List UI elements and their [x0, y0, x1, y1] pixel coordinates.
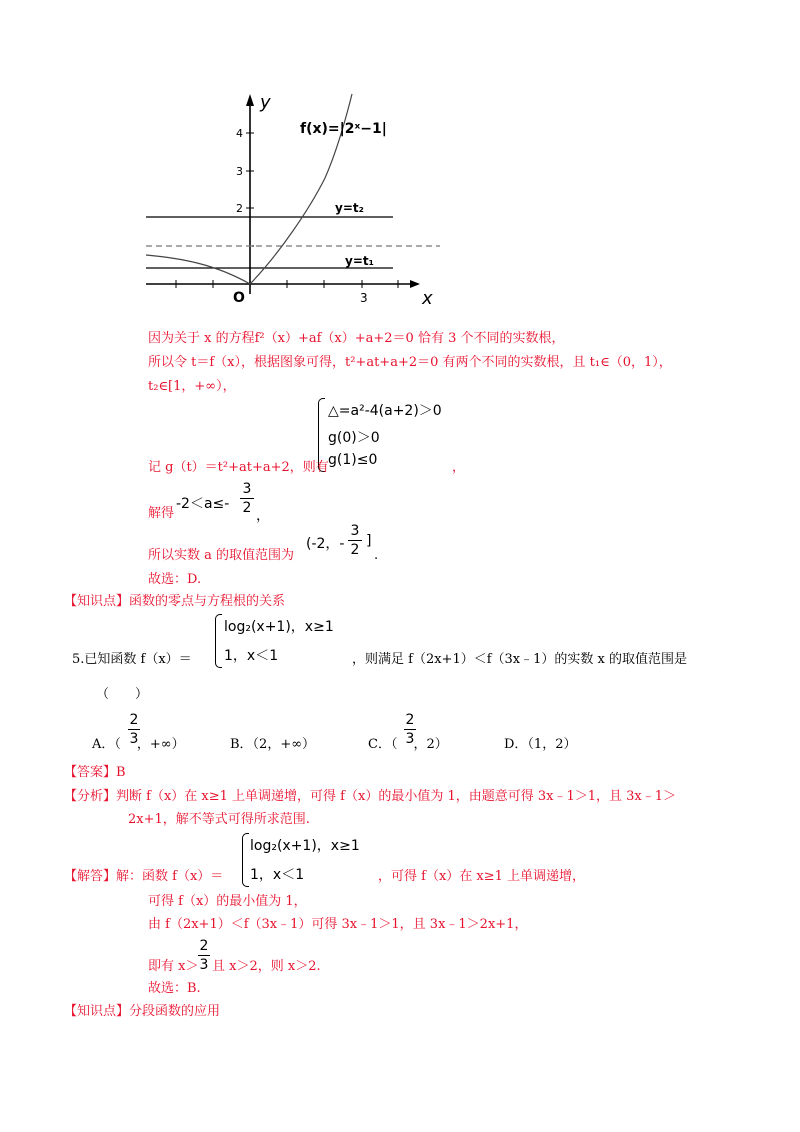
ana5-line1: [64, 788, 676, 806]
sol5-line2: 可得 f（x）的最小值为 1，: [148, 894, 307, 909]
kp4-text: 函数的零点与方程根的关系: [129, 594, 286, 609]
sol4-choose: 故选：D.: [148, 572, 202, 587]
sol5-line4-pre: 即有 x＞: [148, 959, 199, 974]
q5-option-b[interactable]: B．（2，+∞）: [230, 737, 316, 752]
sol5-line1: [64, 868, 223, 886]
sol4-line1: 因为关于 x 的方程f²（x）+af（x）+a+2＝0 恰有 3 个不同的实数根，: [148, 331, 565, 346]
q5-option-c-label: C．（: [368, 737, 398, 752]
sol4-sys1: △=a²-4(a+2)＞0: [328, 403, 442, 419]
sol5-line4-post: 且 x＞2，则 x＞2.: [212, 959, 321, 974]
sol5-frac-den: 3: [199, 957, 209, 973]
sol5-case1: log₂(x+1)，x≥1: [250, 838, 360, 854]
sol5-piecewise-brace: [242, 833, 249, 887]
sol4-sys2: g(0)＞0: [328, 430, 380, 446]
sol4-system-comma: ，: [452, 460, 466, 475]
function-graph: [140, 88, 450, 310]
x-axis-arrow: [410, 280, 420, 288]
q5-option-c-fraction: [404, 712, 416, 747]
sol4-sys3: g(1)≤0: [328, 452, 378, 468]
line-t1-label: y=t₁: [345, 254, 374, 268]
q5-option-a-den: 3: [129, 731, 139, 747]
sol5-frac-num: 2: [199, 938, 209, 954]
ans5-text: B: [116, 765, 126, 780]
sol5-fraction: [198, 938, 210, 973]
sol5-tag: 【解答】: [64, 869, 117, 884]
kp4: [64, 593, 285, 611]
sol4-range-fraction: [348, 523, 362, 558]
sol4-solve-label: 解得: [148, 506, 175, 521]
sol4-solve-end: ，: [256, 508, 270, 524]
sol4-range-close: ]: [366, 533, 372, 549]
q5-stem-suffix: ，则满足 f（2x+1）＜f（3x﹣1）的实数 x 的取值范围是: [352, 652, 687, 667]
origin-label: O: [233, 290, 245, 306]
sol4-range-open: (-2，-: [306, 536, 345, 552]
q5-case2: 1，x＜1: [224, 648, 279, 664]
sol5-case2: 1，x＜1: [250, 867, 305, 883]
kp5-text: 分段函数的应用: [129, 1004, 221, 1019]
sol4-line3: t₂∈[1，+∞），: [148, 379, 236, 394]
q5-option-d[interactable]: D．（1，2）: [504, 737, 577, 752]
sol5-suffix: ，可得 f（x）在 x≥1 上单调递增，: [378, 869, 586, 884]
ana5-tag: 【分析】: [64, 789, 117, 804]
ans5-tag: 【答案】: [64, 765, 117, 780]
q5-piecewise-brace: [215, 614, 222, 668]
x-axis-label: x: [422, 288, 433, 309]
sol4-line2: 所以令 t＝f（x），根据图象可得，t²+at+a+2＝0 有两个不同的实数根，且 t₁∈（0，1），: [148, 355, 672, 370]
q5-option-a-num: 2: [129, 712, 139, 728]
kp5-tag: 【知识点】: [64, 1004, 130, 1019]
ana5-line2: 2x+1，解不等式可得所求范围.: [128, 812, 310, 827]
sol4-range-label: 所以实数 a 的取值范围为: [148, 548, 295, 563]
ana5-text: 判断 f（x）在 x≥1 上单调递增，可得 f（x）的最小值为 1，由题意可得 3x﹣1＞1，且 3x﹣1＞: [116, 789, 677, 804]
q5-option-c-tail: ，2）: [413, 737, 448, 752]
y-tick-4: 4: [236, 127, 243, 140]
sol4-frac-den: 2: [242, 500, 252, 516]
y-tick-2: 2: [236, 202, 243, 215]
q5-case1: log₂(x+1)，x≥1: [224, 619, 334, 635]
sol4-g-def: 记 g（t）＝t²+at+a+2，则有: [148, 460, 329, 475]
y-tick-3: 3: [236, 165, 243, 178]
q5-paren: （ ）: [96, 687, 149, 702]
sol4-solve-fraction: [240, 481, 254, 516]
y-axis-label: y: [260, 92, 271, 113]
kp5: [64, 1003, 220, 1021]
q5-option-a-tail: ，+∞）: [136, 737, 185, 752]
sol4-range-end: .: [374, 548, 379, 563]
function-label: f(x)=|2ˣ−1|: [300, 121, 387, 137]
y-axis-arrow: [246, 94, 254, 106]
q5-option-a-label: A．（: [92, 737, 121, 752]
q5-option-c-num: 2: [405, 712, 415, 728]
sol4-range-frac-num: 3: [350, 523, 360, 539]
sol5-line3: 由 f（2x+1）＜f（3x﹣1）可得 3x﹣1＞1，且 3x﹣1＞2x+1，: [148, 917, 528, 932]
sol4-range-frac-den: 2: [350, 542, 360, 558]
q5-option-c-den: 3: [405, 731, 415, 747]
q5-option-a-fraction: [128, 712, 140, 747]
q5-stem-prefix: 5.已知函数 f（x）＝: [72, 652, 192, 667]
kp4-tag: 【知识点】: [64, 594, 130, 609]
x-tick-3: 3: [360, 291, 368, 305]
ans5: [64, 764, 126, 782]
line-t2-label: y=t₂: [335, 201, 364, 215]
sol4-frac-num: 3: [242, 481, 252, 497]
sol5-choose: 故选：B.: [148, 981, 201, 996]
sol5-prefix: 解：函数 f（x）＝: [116, 869, 224, 884]
sol4-solve-expr: -2＜a≤-: [176, 496, 230, 512]
